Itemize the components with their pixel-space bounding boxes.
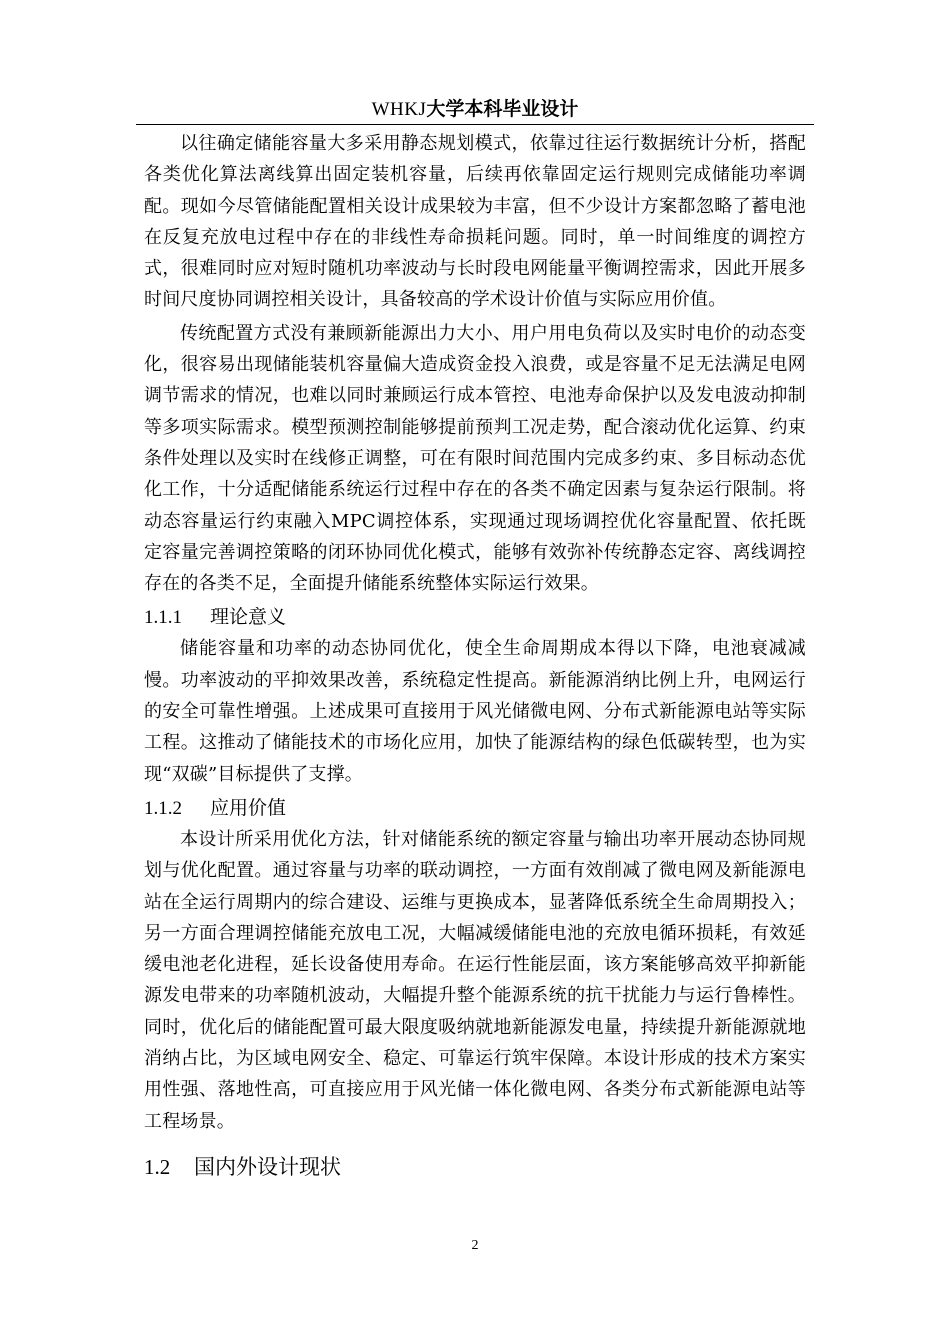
heading-1-1-2 (144, 792, 806, 824)
header-title: 大学本科毕业设计 (426, 98, 579, 120)
page-number: 2 (471, 1238, 479, 1253)
heading-1-1-1-title: 理论意义 (210, 606, 287, 629)
heading-1-1-2-title: 应用价值 (210, 796, 287, 819)
heading-1-2-title: 国内外设计现状 (194, 1154, 341, 1179)
heading-1-2 (144, 1151, 806, 1183)
page-header (136, 94, 814, 124)
paragraph-2: 传统配置方式没有兼顾新能源出力大小、用户用电负荷以及实时电价的动态变化，很容易出现储能装机容量偏大造成资金投入浪费，或是容量不足无法满足电网调节需求的情况，也难以同时兼顾运行成本管控、电池寿命保护以及发电波动抑制等多项实际需求。模型预测控制能够提前预判工况走势，配合滚动优化运算、约束条件处理以及实时在线修正调整，可在有限时间范围内完成多约束、多目标动态优化工作，十分适配储能系统运行过程中存在的各类不确定因素与复杂运行限制。将动态容量运行约束融入MPC调控体系，实现通过现场调控优化容量配置、依托既定容量完善调控策略的闭环协同优化模式，能够有效弥补传统静态定容、离线调控存在的各类不足，全面提升储能系统整体实际运行效果。 (144, 322, 806, 595)
heading-1-1-1-number: 1.1.1 (144, 607, 182, 629)
heading-1-2-number: 1.2 (144, 1154, 171, 1179)
header-rule (136, 124, 814, 125)
heading-1-1-1 (144, 601, 806, 633)
paragraph-application: 本设计所采用优化方法，针对储能系统的额定容量与输出功率开展动态协同规划与优化配置。通过容量与功率的联动调控，一方面有效削减了微电网及新能源电站在全运行周期内的综合建设、运维与更换成本，显著降低系统全生命周期投入；另一方面合理调控储能充放电工况，大幅减缓储能电池的充放电循环损耗，有效延缓电池老化进程，延长设备使用寿命。在运行性能层面，该方案能够高效平抑新能源发电带来的功率随机波动，大幅提升整个能源系统的抗干扰能力与运行鲁棒性。同时，优化后的储能配置可最大限度吸纳就地新能源发电量，持续提升新能源就地消纳占比，为区域电网安全、稳定、可靠运行筑牢保障。本设计形成的技术方案实用性强、落地性高，可直接应用于风光储一体化微电网、各类分布式新能源电站等工程场景。 (144, 828, 806, 1132)
paragraph-1: 以往确定储能容量大多采用静态规划模式，依靠过往运行数据统计分析，搭配各类优化算法离线算出固定装机容量，后续再依靠固定运行规则完成储能功率调配。现如今尽管储能配置相关设计成果较为丰富，但不少设计方案都忽略了蓄电池在反复充放电过程中存在的非线性寿命损耗问题。同时，单一时间维度的调控方式，很难同时应对短时随机功率波动与长时段电网能量平衡调控需求，因此开展多时间尺度协同调控相关设计，具备较高的学术设计价值与实际应用价值。 (144, 133, 806, 311)
paragraph-theory: 储能容量和功率的动态协同优化，使全生命周期成本得以下降，电池衰减减慢。功率波动的平抑效果改善，系统稳定性提高。新能源消纳比例上升，电网运行的安全可靠性增强。上述成果可直接用于风光储微电网、分布式新能源电站等实际工程。这推动了储能技术的市场化应用，加快了能源结构的绿色低碳转型，也为实现“双碳”目标提供了支撑。 (144, 638, 806, 785)
page-body (144, 128, 806, 1183)
heading-1-1-2-number: 1.1.2 (144, 797, 182, 819)
header-latin: WHKJ (371, 99, 427, 120)
